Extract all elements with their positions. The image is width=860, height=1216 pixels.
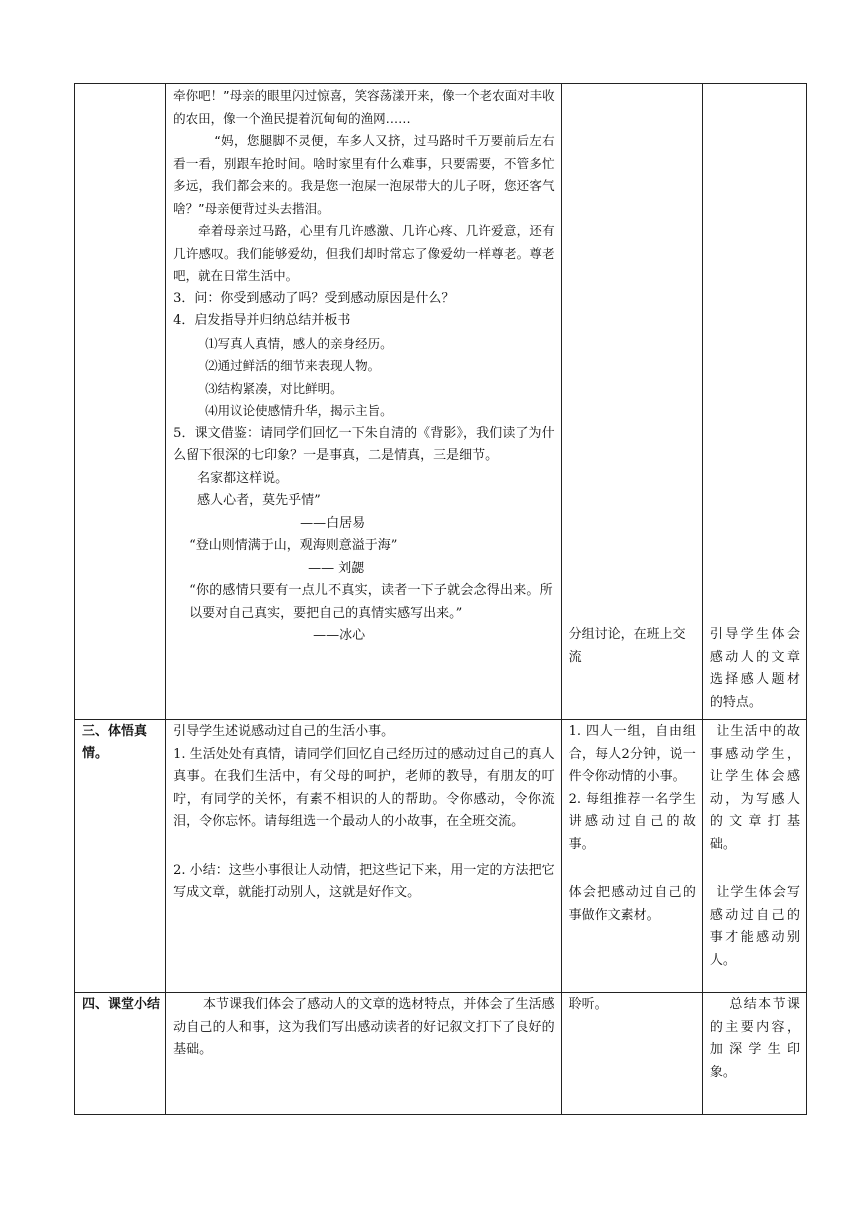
design-intent-cell [702, 84, 806, 720]
stage-label: 四、课堂小结 [82, 997, 161, 1012]
table-row [75, 84, 807, 720]
student-activity-text: 聆听。 [568, 997, 608, 1012]
quote: “登山则情满于山，观海则意溢于海” [189, 538, 398, 553]
story-paragraph: 牵你吧！”母亲的眼里闪过惊喜，笑容荡漾开来，像一个老农面对丰收的农田，像一个渔民提着沉甸甸的渔网…… [173, 88, 555, 126]
student-step: 2. 每组推荐一名学生讲感动过自己的故事。 [568, 791, 696, 852]
summary-point: ⑷用议论使感情升华，揭示主旨。 [205, 403, 393, 418]
summary-point: ⑴写真人真情，感人的亲身经历。 [205, 335, 393, 351]
question-4: 4．启发指导并归纳总结并板书 [173, 313, 351, 328]
student-activity-cell [561, 720, 702, 993]
design-intent-text: 引导学生体会感动人的文章选择感人题材的特点。 [709, 627, 800, 710]
quote-source: ——冰心 [313, 628, 366, 643]
design-intent-text: 总结本节课的主要内容，加深学生印象。 [709, 997, 800, 1080]
teacher-activity-cell [166, 84, 562, 720]
design-intent-cell [702, 720, 806, 993]
activity-step: 2. 小结：这些小事很让人动情，把这些记下来，用一定的方法把它写成文章，就能打动别人，这就是好作文。 [173, 862, 555, 900]
summary-point: ⑶结构紧凑，对比鲜明。 [205, 380, 343, 396]
story-paragraph: 牵着母亲过马路，心里有几许感激、几许心疼、几许爱意，还有几许感叹。我们能够爱幼，但我们却时常忘了像爱幼一样尊老。尊老吧，就在日常生活中。 [173, 223, 555, 283]
question-5: 5．课文借鉴：请同学们回忆一下朱自清的《背影》，我们读了为什么留下很深的七印象？一是事真，二是情真，三是细节。 [173, 425, 555, 463]
quote: “你的感情只要有一点儿不真实，读者一下子就会念得出来。所以要对自己真实，要把自己的真情实感写出来。” [189, 583, 553, 621]
teacher-activity-cell [166, 993, 562, 1115]
student-activity-cell [561, 993, 702, 1115]
summary-text: 本节课我们体会了感动人的文章的选材特点，并体会了生活感动自己的人和事，这为我们写出感动读者的好记叙文打下了良好的基础。 [173, 997, 555, 1057]
lesson-plan-table [74, 83, 807, 1115]
stage-label: 三、体悟真情。 [82, 724, 148, 761]
student-step: 1. 四人一组，自由组合，每人2分钟，说一件令你动情的小事。 [568, 724, 696, 784]
quote-source: —— 刘勰 [308, 560, 365, 576]
table-row [75, 720, 807, 993]
stage-cell [75, 720, 166, 993]
stage-cell [75, 993, 166, 1115]
student-activity-text: 分组讨论，在班上交流 [568, 627, 686, 665]
design-intent-text: 让学生体会写感动过自己的事才能感动别人。 [709, 885, 800, 968]
question-3: 3．问：你受到感动了吗？受到感动原因是什么？ [173, 290, 455, 306]
design-intent-cell [702, 993, 806, 1115]
student-step: 体会把感动过自己的事做作文素材。 [568, 885, 696, 923]
activity-intro: 引导学生述说感动过自己的生活小事。 [173, 724, 395, 739]
famous-intro: 名家都这样说。 [197, 470, 289, 486]
stage-cell [75, 84, 166, 720]
quote: 感人心者，莫先乎情” [197, 493, 321, 508]
activity-step: 1. 生活处处有真情，请同学们回忆自己经历过的感动过自己的真人真事。在我们生活中，有父母的呵护，老师的教导，有朋友的叮咛，有同学的关怀，有素不相识的人的帮助。令你感动，令你流泪，令你忘怀。请每组选一个最动人的小故事，在全班交流。 [173, 746, 555, 829]
teacher-activity-cell [166, 720, 562, 993]
summary-point: ⑵通过鲜活的细节来表现人物。 [205, 358, 381, 373]
table-row [75, 993, 807, 1115]
design-intent-text: 让生活中的故事感动学生，让学生体会感动，为写感人的文章打基础。 [709, 724, 800, 852]
quote-source: ——白居易 [300, 515, 366, 531]
story-paragraph: “妈，您腿脚不灵便，车多人又挤，过马路时千万要前后左右看一看，别跟车抢时间。啥时家里有什么难事，只要需要，不管多忙多远，我们都会来的。我是您一泡屎一泡尿带大的儿子呀，您还客气啥？”母亲便背过头去揩泪。 [173, 133, 555, 216]
student-activity-cell [561, 84, 702, 720]
